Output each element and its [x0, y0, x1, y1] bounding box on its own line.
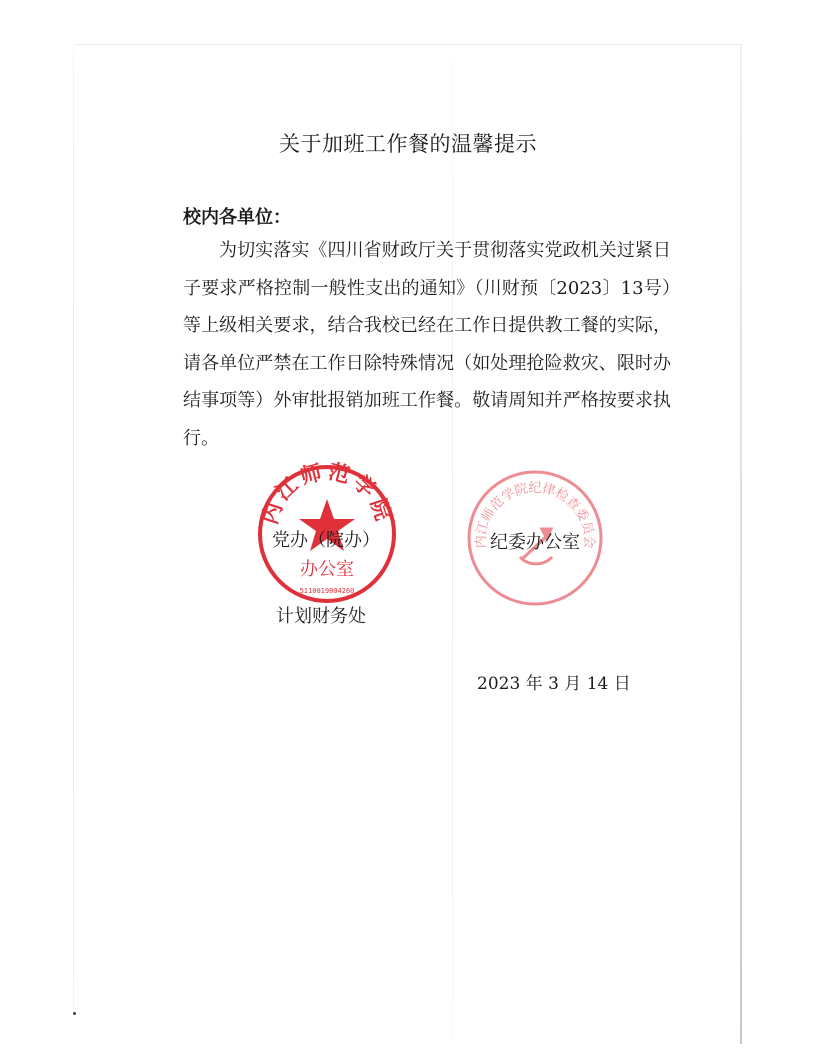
- signature-finance-office: 计划财务处: [276, 606, 366, 627]
- signature-party-office: 党办（院办）: [272, 530, 380, 551]
- signature-discipline-office: 纪委办公室: [490, 532, 580, 553]
- document-date: 2023 年 3 月 14 日: [477, 674, 631, 694]
- salutation: 校内各单位：: [183, 207, 291, 228]
- scan-line-right: [740, 44, 742, 1044]
- seal-right-org-text: 内江师范学院纪律检查委员会: [473, 480, 597, 549]
- scan-line-left: [73, 50, 74, 1010]
- body-paragraph: 为切实落实《四川省财政厅关于贯彻落实党政机关过紧日子要求严格控制一般性支出的通知》（川财预〔2023〕13号）等上级相关要求，结合我校已经在工作日提供教工餐的实际，请各单位严禁在工作日除特殊情况（如处理抢险救灾、限时办结事项等）外审批报销加班工作餐。敬请周知并严格按要求执行。: [183, 240, 671, 449]
- seal-left-org-text: 内江师范学院: [256, 459, 398, 528]
- document-title: 关于加班工作餐的温馨提示: [279, 132, 537, 156]
- scan-speck: [73, 1012, 76, 1015]
- paper-fold: [452, 60, 453, 1040]
- scan-edge: [75, 44, 743, 45]
- seal-left-code-text: 5110019004260: [299, 587, 355, 595]
- seal-left-unit-text: 办公室: [300, 559, 354, 580]
